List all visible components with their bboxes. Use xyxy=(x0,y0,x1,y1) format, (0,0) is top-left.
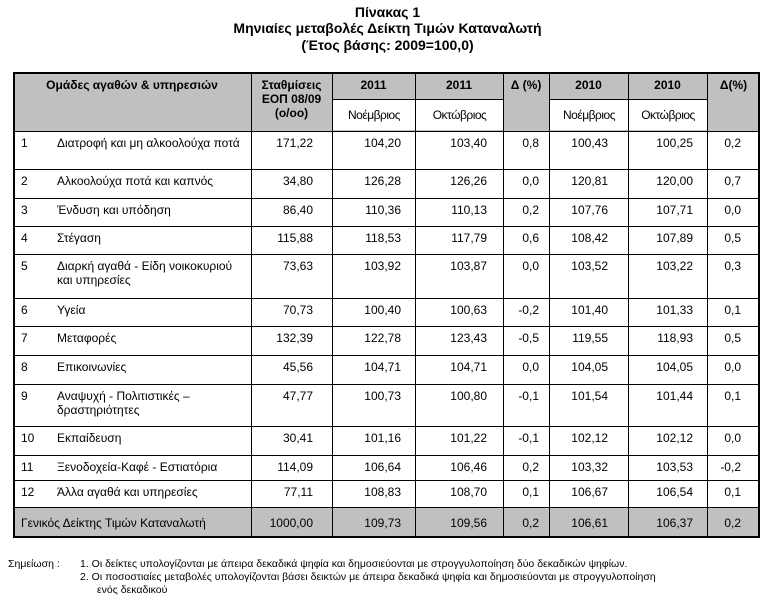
row-label: Αλκοολούχα ποτά και καπνός xyxy=(57,174,214,188)
cell-oct10: 101,44 xyxy=(656,389,693,403)
cell-d11: 0,8 xyxy=(522,136,539,150)
cell-oct11: 106,46 xyxy=(450,460,487,474)
cell-nov11: 122,78 xyxy=(364,331,401,345)
cell-nov10: 107,76 xyxy=(571,203,608,217)
row-number: 7 xyxy=(21,331,28,345)
cell-weight: 132,39 xyxy=(276,331,313,345)
cell-oct10: 104,05 xyxy=(656,360,693,374)
row-divider xyxy=(13,131,760,132)
header-year-2011: 2011 xyxy=(360,78,387,92)
cell-oct11: 101,22 xyxy=(450,431,487,445)
cell-weight: 114,09 xyxy=(277,460,313,474)
cell-nov10: 103,52 xyxy=(571,259,608,273)
cell-weight: 86,40 xyxy=(282,203,313,217)
cell-d10: 0,1 xyxy=(724,303,741,317)
row-divider xyxy=(13,507,760,508)
cell-oct11: 110,13 xyxy=(451,203,487,217)
row-number: 4 xyxy=(21,231,28,245)
row-divider xyxy=(13,326,760,327)
cell-oct10: 102,12 xyxy=(656,431,693,445)
header-year-2010: 2010 xyxy=(575,78,602,92)
row-divider xyxy=(13,226,760,227)
cell-weight: 45,56 xyxy=(282,360,313,374)
cell-oct10: 103,53 xyxy=(656,460,693,474)
row-number: 10 xyxy=(21,431,35,445)
cell-weight: 115,88 xyxy=(277,231,313,245)
cell-oct10: 120,00 xyxy=(656,174,693,188)
cell-d11: -0,1 xyxy=(518,389,539,403)
header-month-october-2010: Οκτώβριος xyxy=(629,100,707,130)
row-label: Αναψυχή - Πολιτιστικές – δραστηριότητες xyxy=(57,389,190,417)
cell-d11: -0,5 xyxy=(518,331,539,345)
note-2: 2. Οι ποσοστιαίες μεταβολές υπολογίζονται βάσει δεικτών με άπειρα δεκαδικά ψηφία και δημοσιεύονται με στρογγυλοποίηση xyxy=(80,571,656,583)
cell-nov10: 101,54 xyxy=(571,389,608,403)
cell-nov10: 103,32 xyxy=(571,460,608,474)
header-month-november-2011: Νοέμβριος xyxy=(333,100,415,130)
cell-nov11: 100,40 xyxy=(364,303,401,317)
cell-d10: 0,3 xyxy=(724,259,741,273)
cell-d10: 0,0 xyxy=(724,203,741,217)
cell-oct10: 100,25 xyxy=(656,136,693,150)
row-divider xyxy=(13,355,760,356)
cell-weight: 70,73 xyxy=(282,303,313,317)
row-label: Στέγαση xyxy=(57,231,101,245)
header-month-october-2011: Οκτώβριος xyxy=(416,100,503,130)
row-label: Διαρκή αγαθά - Είδη νοικοκυριού και υπηρεσίες xyxy=(57,259,233,287)
cell-nov11: 106,64 xyxy=(364,460,401,474)
row-label: Ξενοδοχεία-Καφέ - Εστιατόρια xyxy=(57,460,218,474)
cell-d10: 0,7 xyxy=(724,174,741,188)
cell-nov10: 108,42 xyxy=(571,231,608,245)
row-label: Επικοινωνίες xyxy=(57,360,127,374)
header-year-2011: 2011 xyxy=(445,78,473,92)
row-label: Ένδυση και υπόδηση xyxy=(57,203,171,217)
header-change-2010: Δ(%) xyxy=(719,78,748,92)
cell-oct10: 107,89 xyxy=(656,231,693,245)
row-number: 3 xyxy=(21,203,28,217)
row-divider xyxy=(13,384,760,385)
row-number: 2 xyxy=(21,174,28,188)
cell-weight: 34,80 xyxy=(282,174,313,188)
total-nov11: 109,73 xyxy=(364,516,401,530)
cell-d10: 0,0 xyxy=(724,431,741,445)
cell-nov11: 104,20 xyxy=(364,136,401,150)
cell-nov10: 106,67 xyxy=(571,485,608,499)
cell-nov11: 108,83 xyxy=(364,485,401,499)
row-number: 5 xyxy=(21,259,28,273)
cell-oct11: 100,63 xyxy=(450,303,487,317)
cell-nov10: 101,40 xyxy=(571,303,608,317)
header-year-2010: 2010 xyxy=(654,78,681,92)
cell-weight: 77,11 xyxy=(283,485,313,499)
cell-nov11: 110,36 xyxy=(365,203,401,217)
header-weights-period: ΕΟΠ 08/09 xyxy=(261,92,322,106)
row-label: Μεταφορές xyxy=(57,331,117,345)
header-groups: Ομάδες αγαθών & υπηρεσιών xyxy=(46,78,218,92)
cell-d10: 0,1 xyxy=(724,389,741,403)
notes-prefix: Σημείωση : xyxy=(8,558,60,570)
row-number: 8 xyxy=(21,360,28,374)
cell-d10: 0,2 xyxy=(724,136,741,150)
table-title: Πίνακας 1 xyxy=(354,4,421,20)
row-number: 6 xyxy=(21,303,28,317)
row-number: 11 xyxy=(21,460,34,474)
cell-nov11: 104,71 xyxy=(364,360,401,374)
row-divider xyxy=(13,198,760,199)
cell-oct10: 101,33 xyxy=(656,303,693,317)
row-divider xyxy=(13,254,760,255)
cell-d11: 0,0 xyxy=(522,174,539,188)
cell-oct11: 123,43 xyxy=(450,331,487,345)
cell-nov11: 118,53 xyxy=(365,231,401,245)
header-weights-unit: (ο/οο) xyxy=(274,106,309,120)
cell-d11: 0,2 xyxy=(522,460,539,474)
cell-oct11: 117,79 xyxy=(451,231,487,245)
row-divider xyxy=(13,455,760,456)
total-label: Γενικός Δείκτης Τιμών Καταναλωτή xyxy=(21,516,206,530)
row-divider xyxy=(13,298,760,299)
row-number: 1 xyxy=(21,136,28,150)
total-d10: 0,2 xyxy=(724,516,741,530)
row-label: Άλλα αγαθά και υπηρεσίες xyxy=(57,485,198,499)
row-label: Υγεία xyxy=(57,303,86,317)
cell-oct10: 118,93 xyxy=(657,331,693,345)
note-1: 1. Οι δείκτες υπολογίζονται με άπειρα δεκαδικά ψηφία και δημοσιεύονται με στρογγυλοποίηση δύο δεκαδικών ψηφίων. xyxy=(80,558,628,570)
total-oct10: 106,37 xyxy=(656,516,693,530)
cell-nov10: 100,43 xyxy=(571,136,608,150)
cell-oct11: 104,71 xyxy=(450,360,487,374)
cell-d10: 0,0 xyxy=(724,360,741,374)
cell-oct11: 126,26 xyxy=(450,174,487,188)
row-label: Διατροφή και μη αλκοολούχα ποτά xyxy=(57,136,240,150)
cell-d10: -0,2 xyxy=(720,460,741,474)
cell-weight: 47,77 xyxy=(282,389,313,403)
total-d11: 0,2 xyxy=(522,516,539,530)
cell-oct11: 103,87 xyxy=(450,259,487,273)
cell-nov10: 102,12 xyxy=(571,431,608,445)
note-2-continued: ενός δεκαδικού xyxy=(97,584,168,596)
cell-d11: 0,6 xyxy=(522,231,539,245)
cell-weight: 30,41 xyxy=(282,431,313,445)
row-number: 9 xyxy=(21,389,28,403)
cell-oct11: 103,40 xyxy=(450,136,487,150)
cell-oct10: 103,22 xyxy=(656,259,693,273)
row-divider xyxy=(13,480,760,481)
total-oct11: 109,56 xyxy=(450,516,487,530)
cell-d11: 0,0 xyxy=(522,259,539,273)
total-nov10: 106,61 xyxy=(571,516,608,530)
cell-d11: 0,0 xyxy=(522,360,539,374)
cell-nov10: 104,05 xyxy=(571,360,608,374)
cell-nov10: 120,81 xyxy=(571,174,608,188)
cell-d10: 0,5 xyxy=(724,331,741,345)
row-label: Εκπαίδευση xyxy=(57,431,122,445)
table-base-year: (Έτος βάσης: 2009=100,0) xyxy=(301,37,474,53)
cell-nov11: 126,28 xyxy=(364,174,401,188)
total-weight: 1000,00 xyxy=(269,516,313,530)
row-number: 12 xyxy=(21,485,35,499)
row-divider xyxy=(13,426,760,427)
cell-nov11: 103,92 xyxy=(364,259,401,273)
header-weights: Σταθμίσεις xyxy=(261,78,322,92)
row-divider xyxy=(13,169,760,170)
cell-d10: 0,5 xyxy=(724,231,741,245)
cell-nov11: 101,16 xyxy=(364,431,401,445)
cell-nov11: 100,73 xyxy=(364,389,401,403)
cell-oct10: 106,54 xyxy=(656,485,693,499)
header-month-november-2010: Νοέμβριος xyxy=(550,100,628,130)
table-subtitle: Μηνιαίες μεταβολές Δείκτη Τιμών Καταναλωτή xyxy=(233,20,542,36)
cell-d11: -0,2 xyxy=(518,303,539,317)
cell-oct10: 107,71 xyxy=(656,203,693,217)
cell-d11: 0,1 xyxy=(522,485,539,499)
header-change-2011: Δ (%) xyxy=(510,78,542,92)
cell-d11: -0,1 xyxy=(518,431,539,445)
cell-weight: 171,22 xyxy=(276,136,313,150)
cell-d10: 0,1 xyxy=(724,485,741,499)
cell-oct11: 108,70 xyxy=(450,485,487,499)
cell-nov10: 119,55 xyxy=(572,331,608,345)
cell-d11: 0,2 xyxy=(522,203,539,217)
cell-weight: 73,63 xyxy=(282,259,313,273)
cell-oct11: 100,80 xyxy=(450,389,487,403)
